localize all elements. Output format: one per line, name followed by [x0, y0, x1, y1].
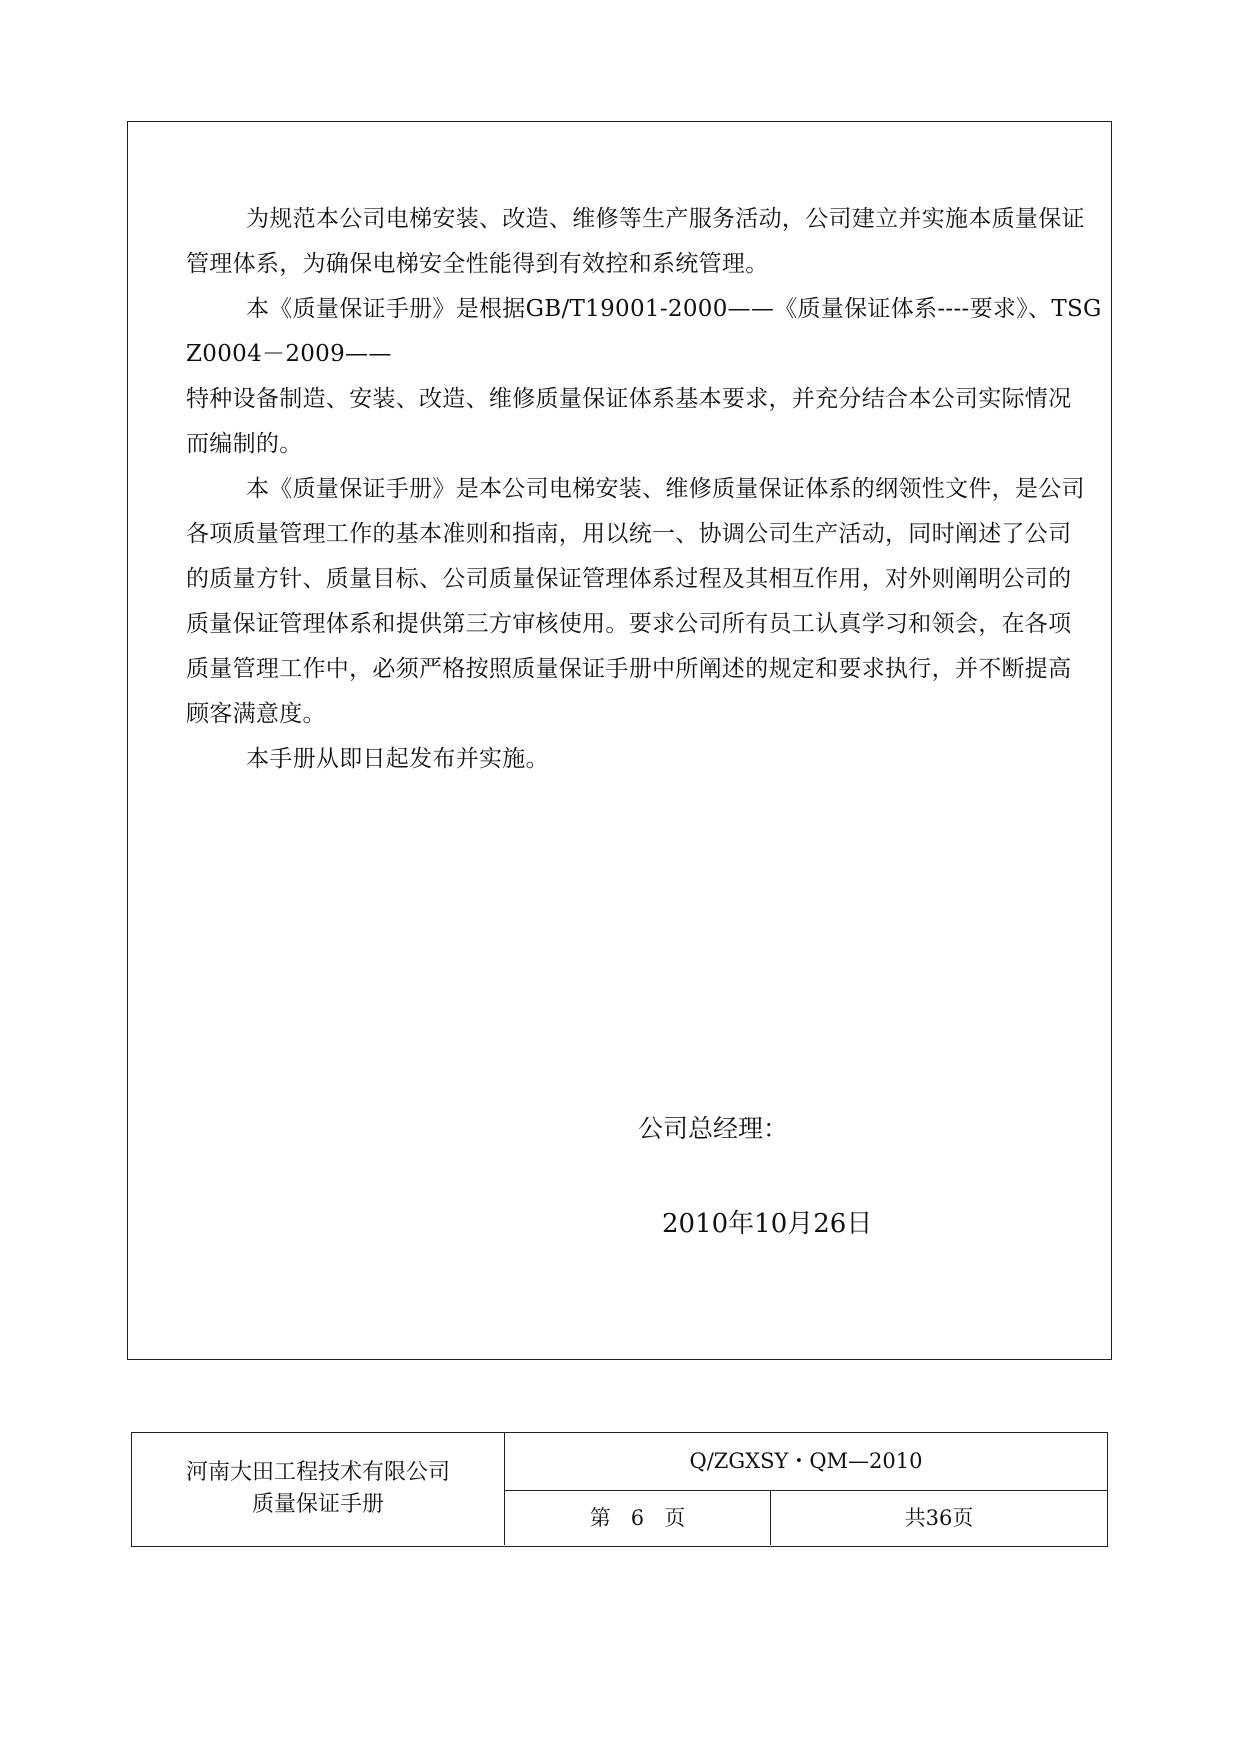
- text-line: 本《质量保证手册》是根据GB/T19001-2000——《质量保证体系----要求》、TSG: [246, 296, 1102, 322]
- text-line: 各项质量管理工作的基本准则和指南，用以统一、协调公司生产活动，同时阐述了公司: [186, 521, 1072, 547]
- document-frame: [127, 121, 1112, 1360]
- text-line: 质量保证管理体系和提供第三方审核使用。要求公司所有员工认真学习和领会，在各项: [186, 611, 1072, 637]
- signature-label: 公司总经理：: [638, 1114, 789, 1143]
- body-paragraph-4: [128, 737, 1113, 782]
- body-paragraph-1: [128, 197, 1113, 287]
- text-line: 为规范本公司电梯安装、改造、维修等生产服务活动，公司建立并实施本质量保证: [246, 206, 1085, 232]
- page-number: 第 6 页: [505, 1491, 771, 1545]
- footer-table: [131, 1432, 1108, 1547]
- document-code: Q/ZGXSY・QM—2010: [505, 1433, 1107, 1491]
- total-pages: 共36页: [904, 1506, 974, 1530]
- manual-title: 质量保证手册: [251, 1492, 384, 1517]
- text-line: 的质量方针、质量目标、公司质量保证管理体系过程及其相互作用，对外则阐明公司的: [186, 566, 1072, 592]
- text-line: 特种设备制造、安装、改造、维修质量保证体系基本要求，并充分结合本公司实际情况: [186, 386, 1072, 412]
- body-paragraph-3: [128, 467, 1113, 737]
- text-line: 而编制的。: [186, 431, 303, 457]
- company-name: 河南大田工程技术有限公司: [185, 1460, 450, 1485]
- footer-company-cell: [132, 1433, 505, 1545]
- text-line: 本《质量保证手册》是本公司电梯安装、维修质量保证体系的纲领性文件，是公司: [246, 476, 1085, 502]
- text-line: Z0004－2009——: [186, 341, 392, 367]
- signature-date: 2010年10月26日: [662, 1209, 873, 1239]
- text-line: 顾客满意度。: [186, 701, 326, 727]
- text-line: 质量管理工作中，必须严格按照质量保证手册中所阐述的规定和要求执行，并不断提高: [186, 656, 1072, 682]
- text-line: 管理体系，为确保电梯安全性能得到有效控和系统管理。: [186, 251, 769, 277]
- body-paragraph-2: [128, 287, 1113, 467]
- text-line: 本手册从即日起发布并实施。: [246, 746, 549, 772]
